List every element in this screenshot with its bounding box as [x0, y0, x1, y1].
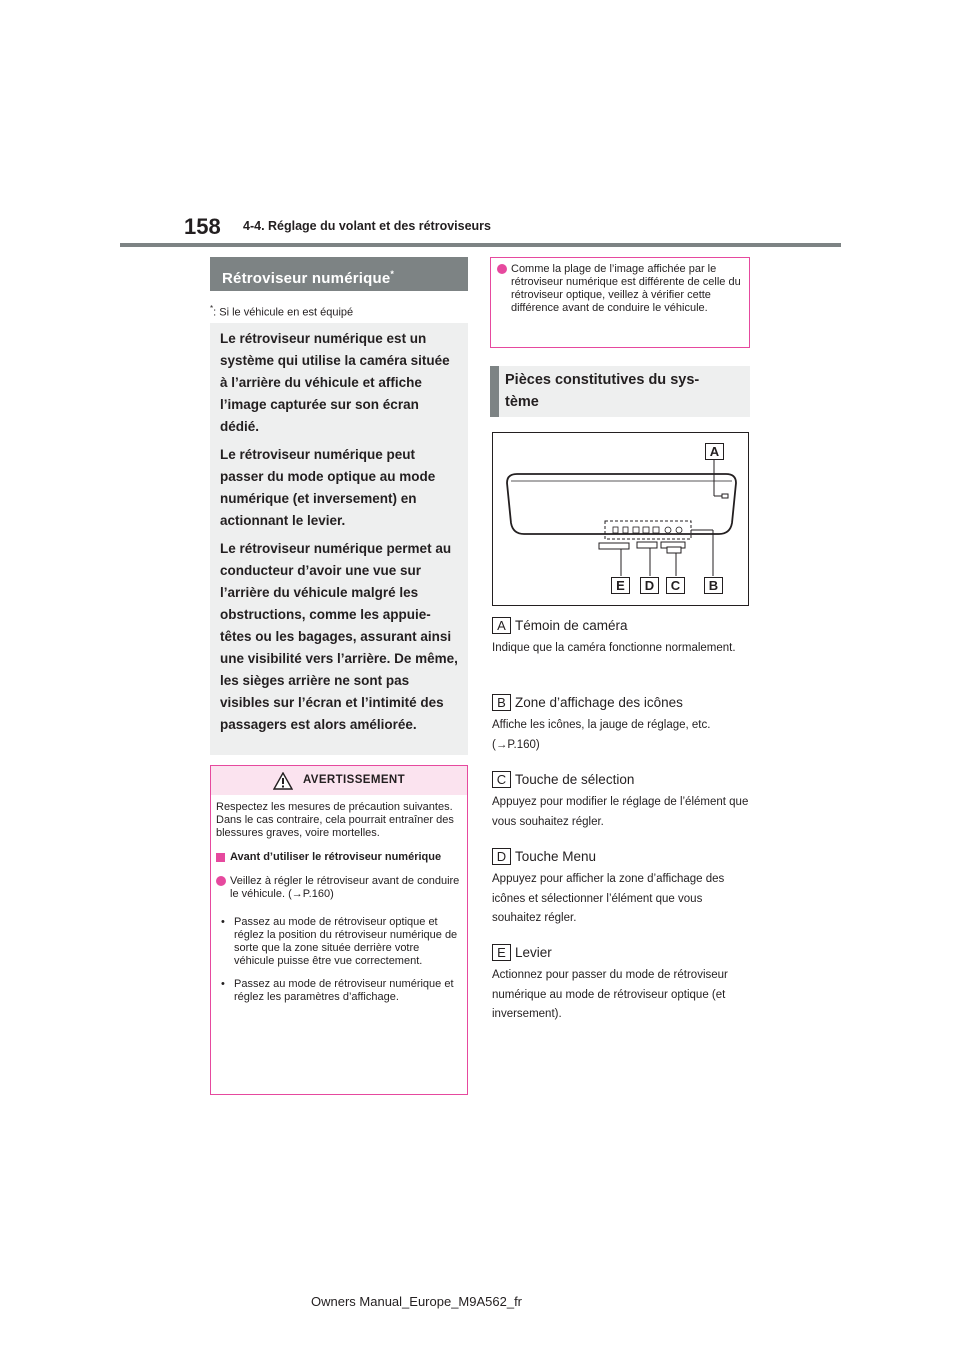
- footer-text: Owners Manual_Europe_M9A562_fr: [311, 1294, 523, 1309]
- intro-box: [210, 323, 468, 755]
- warning-triangle-icon: [273, 772, 293, 790]
- callout-a: A: [705, 443, 724, 460]
- warning-subheading: Avant d’utiliser le rétroviseur numérique: [230, 851, 442, 863]
- intro-paragraph: Le rétroviseur numérique peut passer du mode optique au mode numérique (et inversement) en actionnant le levier.: [220, 447, 436, 528]
- header-rule: [120, 243, 841, 247]
- page-number: 158: [184, 214, 221, 239]
- item-description: Actionnez pour passer du mode de rétroviseur numérique au mode de rétroviseur optique (et inversement).: [492, 969, 728, 1020]
- bullet-icon: •: [221, 978, 225, 990]
- callout-e: E: [611, 577, 630, 594]
- warning-intro: Respectez les mesures de précaution suivantes. Dans le cas contraire, cela pourrait entraîner des blessures graves, voire mortelles.: [216, 801, 454, 839]
- section-title-text: Rétroviseur numérique: [222, 270, 391, 287]
- item-title: Zone d’affichage des icônes: [515, 695, 683, 710]
- note-box: [490, 257, 750, 348]
- item-letter: A: [492, 617, 511, 634]
- warning-bullet: Passez au mode de rétroviseur numérique et réglez les paramètres d’affichage.: [234, 978, 454, 1003]
- pieces-title: [490, 366, 750, 417]
- note-text: Comme la plage de l’image affichée par le rétroviseur numérique est différente de celle du rétroviseur optique, veillez à vérifier cette différence avant de conduire le véhicule.: [511, 263, 741, 314]
- section-title: [210, 257, 468, 291]
- item-title: Témoin de caméra: [515, 618, 628, 633]
- footnote: [210, 304, 353, 319]
- item-title: Touche de sélection: [515, 772, 635, 787]
- pieces-title-line: tème: [505, 394, 539, 410]
- footnote-text: : Si le véhicule en est équipé: [213, 306, 354, 319]
- callout-d: D: [640, 577, 659, 594]
- bullet-icon: •: [221, 916, 225, 928]
- callout-b: B: [704, 577, 723, 594]
- square-bullet-icon: [216, 853, 225, 862]
- item-a: [492, 617, 750, 659]
- pieces-title-line: Pièces constitutives du sys-: [505, 372, 700, 388]
- item-description: Affiche les icônes, la jauge de réglage, etc. (→P.160): [492, 719, 711, 751]
- warning-point: Veillez à régler le rétroviseur avant de conduire le véhicule. (→P.160): [230, 875, 460, 900]
- callout-c: C: [666, 577, 685, 594]
- item-description: Appuyez pour afficher la zone d’affichage des icônes et sélectionner l’élément que vous souhaitez régler.: [492, 873, 725, 924]
- warning-bullet: Passez au mode de rétroviseur optique et réglez la position du rétroviseur numérique de sorte que la zone située derrière votre véhicule puisse être vue correctement.: [234, 916, 458, 967]
- item-letter: C: [492, 771, 511, 788]
- section-title-mark: *: [390, 269, 395, 279]
- item-e: [492, 944, 750, 1025]
- intro-paragraph: Le rétroviseur numérique permet au conducteur d’avoir une vue sur l’arrière du véhicule malgré les obstructions, comme les appuie-têtes ou les bagages, assurant ainsi une visibilité vers l’arrière. De même, les sièges arrière ne sont pas visibles sur l’écran et l’intimité des passagers est alors améliorée.: [220, 541, 458, 732]
- item-title: Levier: [515, 945, 552, 960]
- item-letter: D: [492, 848, 511, 865]
- item-title: Touche Menu: [515, 849, 597, 864]
- warning-box: [210, 765, 468, 1095]
- item-description: Indique que la caméra fonctionne normalement.: [492, 642, 736, 654]
- chapter-title: 4-4. Réglage du volant et des rétroviseurs: [243, 219, 491, 233]
- warning-header: [211, 766, 467, 795]
- item-b: [492, 694, 750, 755]
- item-description: Appuyez pour modifier le réglage de l’élément que vous souhaitez régler.: [492, 796, 749, 828]
- circle-bullet-icon: [497, 264, 507, 274]
- item-letter: E: [492, 944, 511, 961]
- item-letter: B: [492, 694, 511, 711]
- warning-heading: AVERTISSEMENT: [302, 774, 406, 786]
- mirror-figure: [492, 432, 749, 606]
- footnote-mark: *: [210, 304, 214, 313]
- item-d: [492, 848, 750, 929]
- item-c: [492, 771, 750, 832]
- intro-paragraph: Le rétroviseur numérique est un système qui utilise la caméra située à l’arrière du véhicule et affiche l’image capturée sur son écran dédié.: [220, 331, 450, 434]
- circle-bullet-icon: [216, 876, 226, 886]
